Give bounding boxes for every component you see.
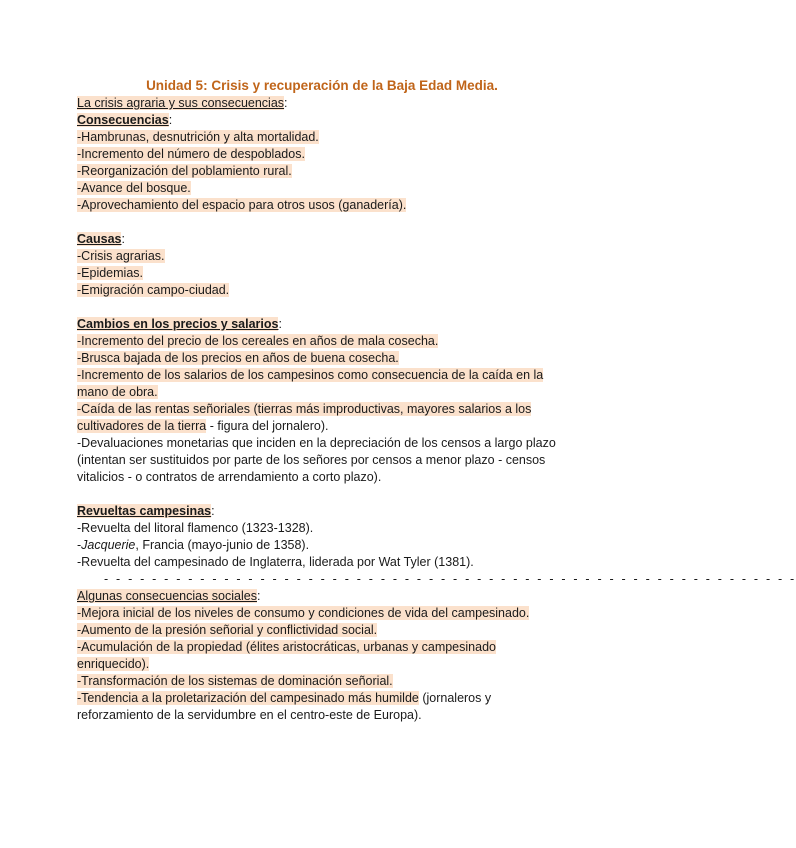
sociales-heading-text: Algunas consecuencias sociales [77,589,257,603]
list-item: -Aumento de la presión señorial y conflictividad social. [77,623,378,637]
jacquerie-italic: Jacquerie [81,538,136,552]
document-page [77,77,796,724]
section-heading-crisis-agraria [77,95,567,112]
list-item: -Epidemias. [77,266,143,280]
list-item-continuation: reforzamiento de la servidumbre en el centro-este de Europa). [77,708,422,722]
list-item: -Avance del bosque. [77,181,191,195]
cambios-heading-text: Cambios en los precios y salarios [77,317,279,331]
list-item-continuation: vitalicios - o contratos de arrendamiento a corto plazo). [77,470,382,484]
cambios-heading [77,316,567,333]
spacer [77,486,567,503]
list-item: -Incremento del precio de los cereales en años de mala cosecha. [77,334,439,348]
list-item: -Aprovechamiento del espacio para otros usos (ganadería). [77,198,407,212]
consecuencias-colon: : [168,113,173,127]
dashed-separator: - - - - - - - - - - - - - - - - - - - - - - - - - - - - - - - - - - - - - - - - - - - - - - - - - - - - - - - - - - [104,572,796,586]
revueltas-colon: : [211,504,215,518]
section-heading-colon: : [284,96,288,110]
cambios-colon: : [278,317,282,331]
list-item: -Reorganización del poblamiento rural. [77,164,292,178]
list-item: -Revuelta del litoral flamenco (1323-1328). [77,521,314,535]
causas-colon: : [121,232,125,246]
revueltas-heading-text: Revueltas campesinas [77,504,212,518]
revueltas-heading [77,503,567,520]
list-item-continuation: cultivadores de la tierra - figura del jornalero). [77,419,329,433]
list-item: -Mejora inicial de los niveles de consumo y condiciones de vida del campesinado. [77,606,530,620]
list-item-continuation: (intentan ser sustituidos por parte de los señores por censos a menor plazo - censos [77,453,546,467]
consecuencias-heading [77,112,567,129]
spacer [77,299,567,316]
causas-heading [77,231,567,248]
list-item: -Acumulación de la propiedad (élites aristocráticas, urbanas y campesinado [77,640,496,654]
list-item: -Incremento de los salarios de los campesinos como consecuencia de la caída en la [77,368,544,382]
consecuencias-heading-text: Consecuencias [77,113,169,127]
list-item: -Devaluaciones monetarias que inciden en la depreciación de los censos a largo plazo [77,436,556,450]
list-item-continuation: enriquecido). [77,657,150,671]
list-item: -Revuelta del campesinado de Inglaterra, liderada por Wat Tyler (1381). [77,555,474,569]
list-item: -Emigración campo-ciudad. [77,283,230,297]
list-item-continuation: mano de obra. [77,385,158,399]
document-title: Unidad 5: Crisis y recuperación de la Baja Edad Media. [146,78,498,93]
list-item: -Caída de las rentas señoriales (tierras más improductivas, mayores salarios a los [77,402,532,416]
list-item: -Tendencia a la proletarización del campesinado más humilde (jornaleros y [77,691,492,705]
list-item: -Hambrunas, desnutrición y alta mortalidad. [77,130,319,144]
list-item: -Jacquerie, Francia (mayo-junio de 1358). [77,538,310,552]
sociales-heading [77,588,567,605]
list-item: -Incremento del número de despoblados. [77,147,305,161]
sociales-colon: : [256,589,261,603]
list-item: -Transformación de los sistemas de dominación señorial. [77,674,393,688]
list-item: -Crisis agrarias. [77,249,165,263]
spacer [77,214,567,231]
causas-heading-text: Causas [77,232,122,246]
section-heading-text: La crisis agraria y sus consecuencias [77,96,285,110]
list-item: -Brusca bajada de los precios en años de buena cosecha. [77,351,399,365]
